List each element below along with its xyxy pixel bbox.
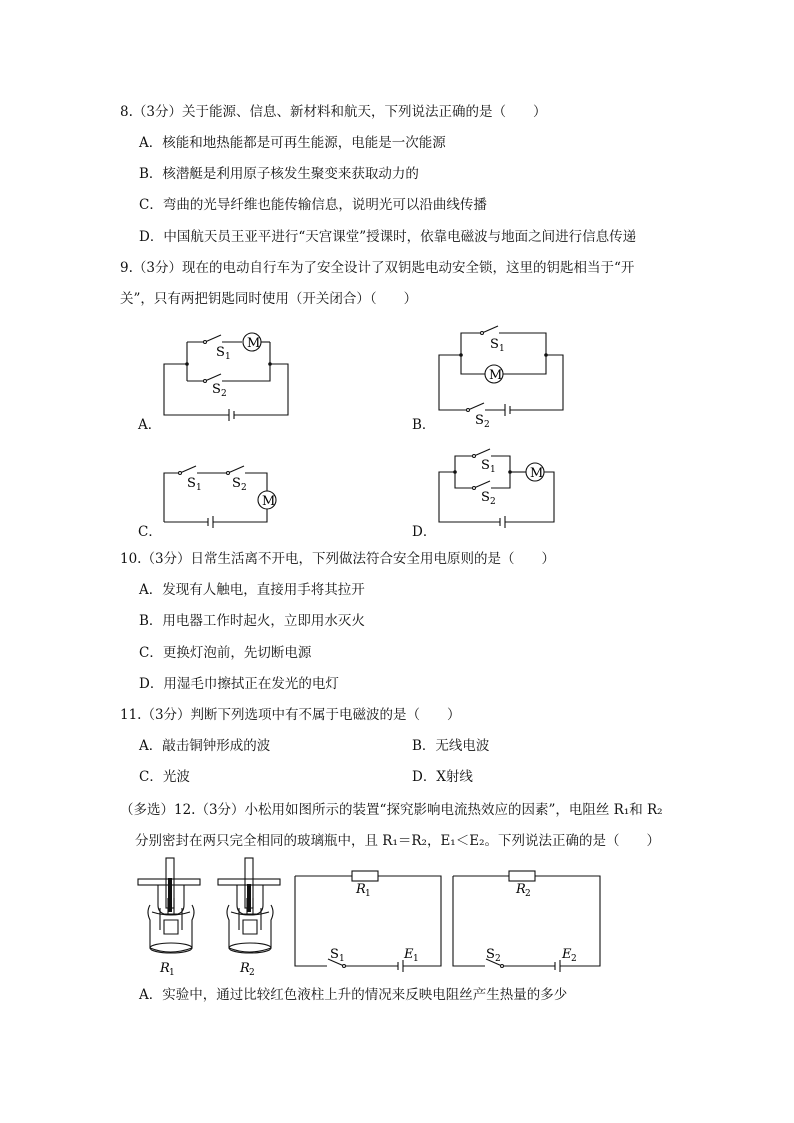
q9-b-s1-label: S	[490, 337, 499, 352]
c1-s-sub: 1	[339, 954, 345, 964]
c1-r-label: R	[356, 882, 366, 897]
q9-c-s2-label: S	[232, 476, 241, 491]
q9-c-motor-label: M	[262, 494, 276, 509]
c1-s-label: S	[330, 947, 339, 962]
q12-circuit-2	[453, 871, 600, 972]
q9-a-s1-label: S	[216, 345, 225, 360]
q10-option-c: C．更换灯泡前，先切断电源	[139, 645, 312, 661]
q12-option-a: A．实验中，通过比较红色液柱上升的情况来反映电阻丝产生热量的多少	[139, 987, 568, 1003]
q11-option-c: C．光波	[139, 769, 190, 785]
q9-a-motor-label: M	[247, 336, 261, 351]
c2-e-sub: 2	[571, 954, 577, 964]
q9-choice-b-label: B．	[412, 417, 436, 433]
q11-stem: 11.（3分）判断下列选项中有不属于电磁波的是（ ）	[120, 707, 461, 723]
q9-a-s2-label: S	[212, 382, 221, 397]
q9-d-s1-sub: 1	[490, 465, 496, 475]
bottle-r2-illustration	[218, 858, 280, 953]
q9-stem-line2: 关”，只有两把钥匙同时使用（开关闭合）（ ）	[120, 291, 418, 307]
q10-option-a: A．发现有人触电，直接用手将其拉开	[139, 582, 365, 598]
c1-r-sub: 1	[365, 889, 371, 899]
q10-option-b: B．用电器工作时起火，立即用水灭火	[139, 613, 365, 629]
q12-circuit-1	[295, 871, 441, 972]
q11-option-a: A．敲击铜钟形成的波	[139, 738, 271, 754]
c2-s-sub: 2	[495, 954, 501, 964]
q9-d-s2-sub: 2	[490, 497, 496, 507]
bottle-r1-label: R	[160, 961, 170, 976]
q10-option-d: D．用湿毛巾擦拭正在发光的电灯	[139, 676, 339, 692]
q9-a-s2-sub: 2	[221, 389, 227, 399]
c2-r-label: R	[516, 882, 526, 897]
c2-e-label: E	[562, 947, 572, 962]
q9-b-s1-sub: 1	[499, 344, 505, 354]
c2-s-label: S	[486, 947, 495, 962]
q9-d-s1-label: S	[481, 458, 490, 473]
q8-stem: 8.（3分）关于能源、信息、新材料和航天，下列说法正确的是（ ）	[120, 104, 547, 120]
q11-option-d: D．X射线	[412, 769, 473, 785]
q9-b-motor-label: M	[489, 368, 503, 383]
q9-c-s1-sub: 1	[196, 483, 202, 493]
q12-stem-line2: 分别密封在两只完全相同的玻璃瓶中，且 R₁＝R₂，E₁＜E₂。下列说法正确的是（ ）	[135, 833, 660, 849]
q9-choice-c-label: C．	[138, 524, 162, 540]
c1-e-sub: 1	[413, 954, 419, 964]
q9-b-s2-label: S	[475, 413, 484, 428]
bottle-r1-sub: 1	[169, 968, 175, 978]
q10-stem: 10.（3分）日常生活离不开电，下列做法符合安全用电原则的是（ ）	[120, 551, 556, 567]
c1-e-label: E	[404, 947, 414, 962]
q9-a-s1-sub: 1	[225, 352, 231, 362]
q9-c-s1-label: S	[187, 476, 196, 491]
q9-d-s2-label: S	[481, 490, 490, 505]
q9-stem-line1: 9.（3分）现在的电动自行车为了安全设计了双钥匙电动安全锁，这里的钥匙相当于“开	[120, 260, 635, 276]
q9-d-motor-label: M	[530, 466, 544, 481]
q8-option-c: C．弯曲的光导纤维也能传输信息，说明光可以沿曲线传播	[139, 197, 487, 213]
q9-choice-d-label: D．	[412, 524, 437, 540]
q8-option-a: A．核能和地热能都是可再生能源，电能是一次能源	[139, 135, 446, 151]
c2-r-sub: 2	[525, 889, 531, 899]
q9-b-s2-sub: 2	[484, 420, 490, 430]
q8-option-b: B．核潜艇是利用原子核发生聚变来获取动力的	[139, 166, 419, 182]
bottle-r1-illustration	[138, 858, 200, 953]
bottle-r2-sub: 2	[249, 968, 255, 978]
q8-option-d: D．中国航天员王亚平进行“天宫课堂”授课时，依靠电磁波与地面之间进行信息传递	[139, 229, 637, 245]
q12-stem-line1: （多选）12.（3分）小松用如图所示的装置“探究影响电流热效应的因素”，电阻丝 R₁和 R₂	[120, 802, 663, 818]
q9-choice-a-label: A．	[138, 417, 162, 433]
q9-c-s2-sub: 2	[241, 483, 247, 493]
bottle-r2-label: R	[240, 961, 250, 976]
q11-option-b: B．无线电波	[412, 738, 490, 754]
